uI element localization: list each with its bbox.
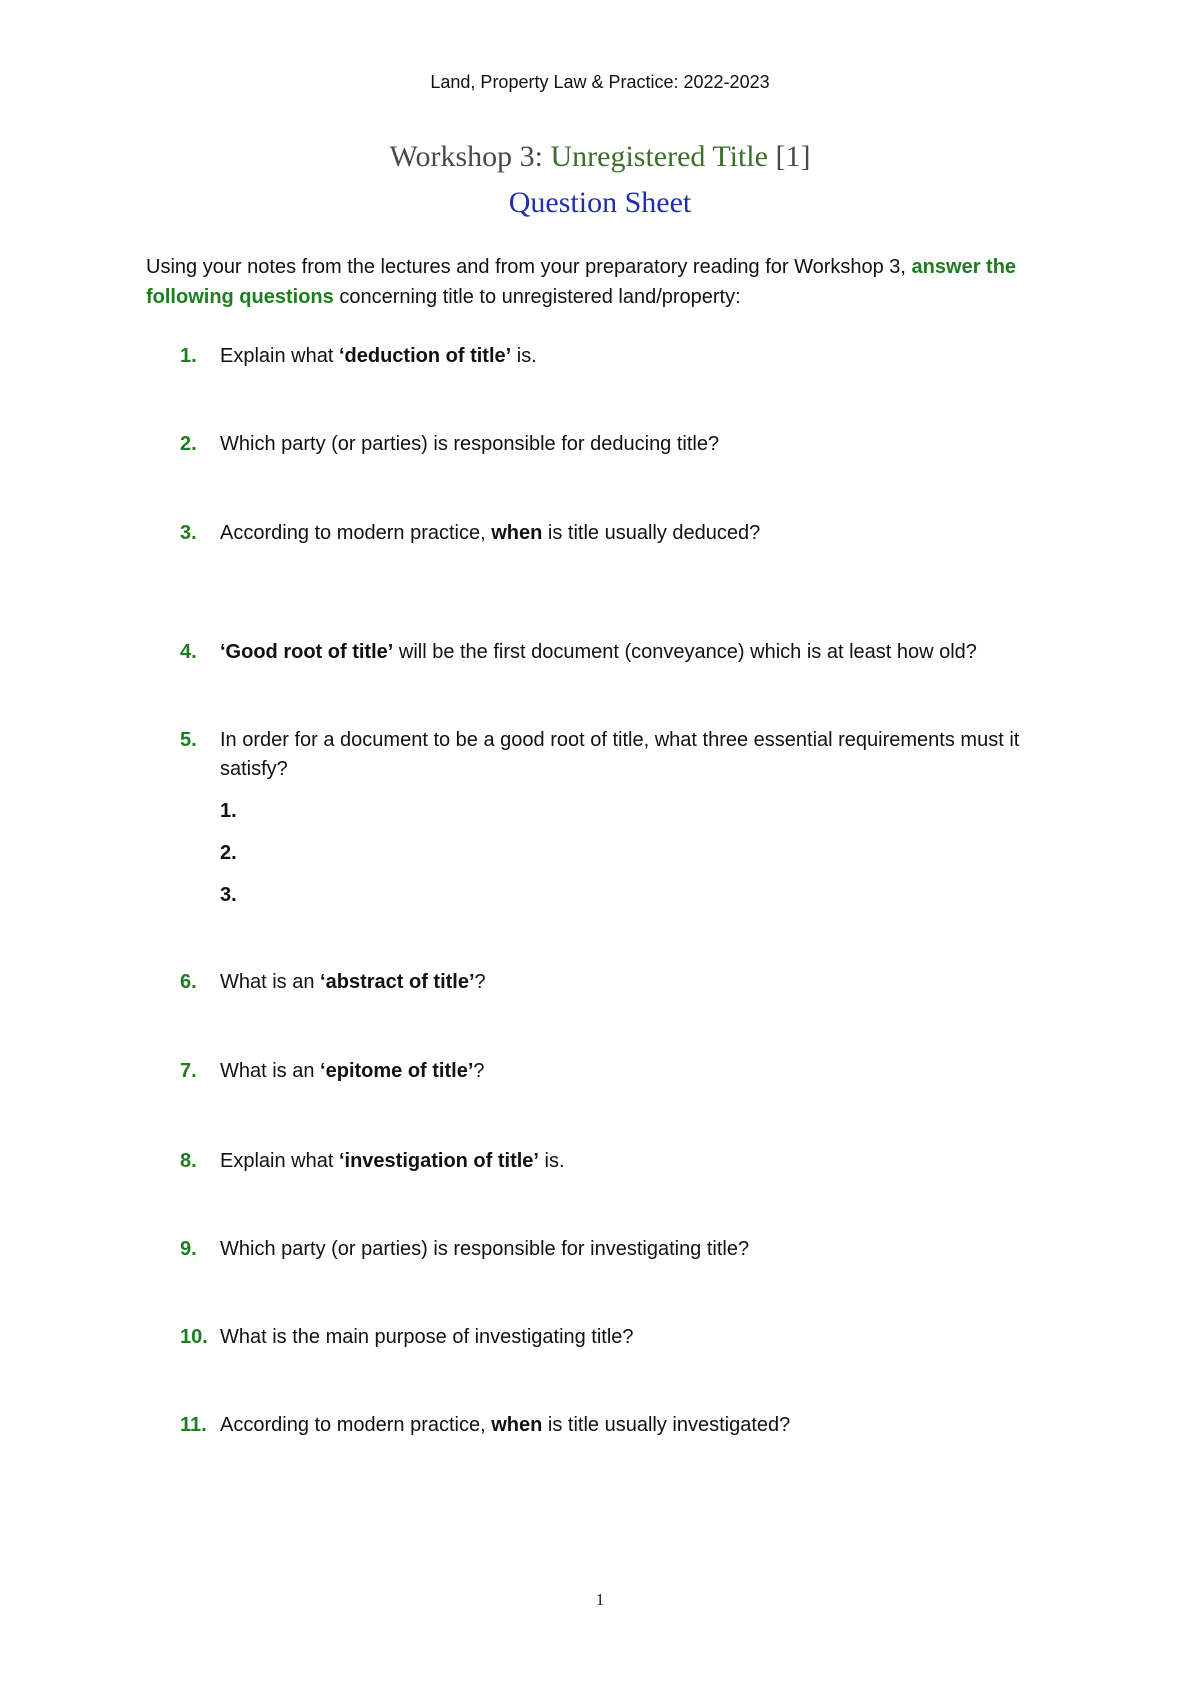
question-4 <box>180 638 1070 667</box>
intro-paragraph <box>146 252 1066 312</box>
question-number: 2. <box>180 433 197 455</box>
question-3 <box>180 519 1070 548</box>
title-workshop: Workshop 3: <box>389 140 551 173</box>
question-text-post: will be the first document (conveyance) which is at least how old? <box>393 641 977 663</box>
question-number: 1. <box>180 345 197 367</box>
question-text-post: is title usually deduced? <box>542 522 761 544</box>
requirement-item-2: 2. <box>220 842 237 864</box>
question-5 <box>180 726 1070 784</box>
question-number: 11. <box>180 1414 207 1436</box>
question-1 <box>180 342 1070 371</box>
question-number: 3. <box>180 522 197 544</box>
question-text-pre: Explain what <box>220 1150 339 1172</box>
title-block <box>0 138 1200 222</box>
question-8 <box>180 1147 1070 1176</box>
question-number: 7. <box>180 1060 197 1082</box>
question-number: 10. <box>180 1326 208 1348</box>
intro-accent: answer the following questions <box>146 256 1017 308</box>
question-text-post: ? <box>474 971 486 993</box>
question-term: ‘Good root of title’ <box>220 641 394 663</box>
question-7 <box>180 1057 1070 1086</box>
question-number: 4. <box>180 641 197 663</box>
question-text-pre: Explain what <box>220 345 339 367</box>
running-header: Land, Property Law & Practice: 2022-2023 <box>430 72 770 92</box>
question-text-post: is. <box>538 1150 565 1172</box>
question-text-post: is. <box>511 345 537 367</box>
question-text-pre: According to modern practice, <box>220 1414 492 1436</box>
question-10 <box>180 1323 1070 1352</box>
question-text <box>220 519 1070 548</box>
question-term: when <box>491 1414 543 1436</box>
question-text <box>220 1411 1070 1440</box>
question-11 <box>180 1411 1070 1440</box>
question-2 <box>180 430 1070 459</box>
question-text-pre: Which party (or parties) is responsible for deducing title? <box>220 433 720 455</box>
question-term: ‘investigation of title’ <box>338 1150 539 1172</box>
question-term: ‘abstract of title’ <box>320 971 475 993</box>
question-number: 8. <box>180 1150 197 1172</box>
question-9 <box>180 1235 1070 1264</box>
question-text-post: is title usually investigated? <box>542 1414 791 1436</box>
question-text <box>220 1057 1070 1086</box>
question-text <box>220 726 1070 784</box>
question-text <box>220 1323 1070 1352</box>
page-number: 1 <box>595 1590 605 1609</box>
intro-text-after: concerning title to unregistered land/property: <box>333 286 741 308</box>
question-text-pre: What is an <box>220 1060 321 1082</box>
intro-text-before: Using your notes from the lectures and from your preparatory reading for Workshop 3, <box>146 256 912 278</box>
document-title <box>0 138 1200 176</box>
title-part-number: [1] <box>767 140 811 173</box>
question-text-pre: What is an <box>220 971 321 993</box>
question-6 <box>180 968 1070 997</box>
question-text-pre: In order for a document to be a good root of title, what three essential requirements must it satisfy? <box>220 729 1020 780</box>
requirement-item-3: 3. <box>220 884 237 906</box>
question-text <box>220 638 1070 667</box>
question-number: 5. <box>180 729 197 751</box>
question-term: when <box>491 522 543 544</box>
requirement-item-1: 1. <box>220 800 237 822</box>
title-topic: Unregistered Title <box>550 140 768 173</box>
question-text <box>220 1235 1070 1264</box>
question-term: ‘epitome of title’ <box>320 1060 474 1082</box>
question-text <box>220 968 1070 997</box>
question-term: ‘deduction of title’ <box>338 345 512 367</box>
question-text <box>220 430 1070 459</box>
question-text-pre: Which party (or parties) is responsible for investigating title? <box>220 1238 750 1260</box>
question-text-pre: According to modern practice, <box>220 522 492 544</box>
question-text <box>220 1147 1070 1176</box>
question-text <box>220 342 1070 371</box>
question-number: 6. <box>180 971 197 993</box>
document-subtitle: Question Sheet <box>508 186 692 219</box>
question-text-pre: What is the main purpose of investigating title? <box>220 1326 634 1348</box>
question-number: 9. <box>180 1238 197 1260</box>
question-text-post: ? <box>473 1060 485 1082</box>
